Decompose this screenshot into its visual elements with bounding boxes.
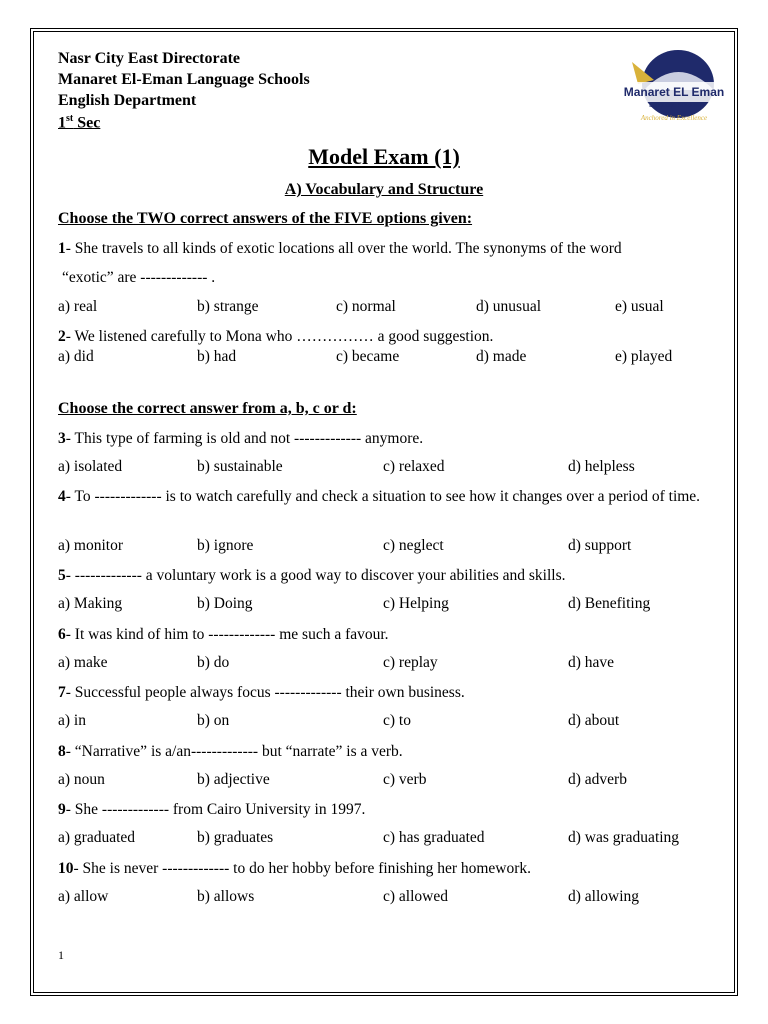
section-heading: A) Vocabulary and Structure [284,181,484,198]
option-d: d) about [568,712,620,729]
question-text: - She travels to all kinds of exotic locations all over the world. The synonyms of the word [65,240,622,257]
logo-motto: Anchored in Excellence [640,114,708,122]
option-c: c) to [383,712,411,729]
option-a: a) did [58,348,94,365]
question-number: 4 [58,488,66,505]
option-a: a) noun [58,771,105,788]
option-b: b) strange [197,298,259,315]
option-b: b) graduates [197,829,274,846]
option-a: a) Making [58,595,123,612]
option-a: a) real [58,298,98,315]
question-2 [58,327,728,347]
question-5 [58,566,728,586]
option-b: b) ignore [197,537,254,554]
question-9 [58,800,728,820]
option-b: b) allows [197,888,255,905]
option-a: a) graduated [58,829,136,846]
question-text: - ------------- a voluntary work is a good way to discover your abilities and skills. [65,567,566,584]
option-b: b) adjective [197,771,270,788]
instruction-choose-one: Choose the correct answer from a, b, c or d: [58,400,357,417]
option-c: c) became [336,348,400,365]
option-d: d) helpless [568,458,635,475]
question-text: - This type of farming is old and not ------------- anymore. [65,430,424,447]
option-d: d) made [476,348,527,365]
question-1 [58,239,728,259]
school-logo [618,44,730,126]
grade-level: Sec [73,114,101,132]
option-a: a) in [58,712,86,729]
option-b: b) do [197,654,230,671]
question-8 [58,742,728,762]
option-c: c) relaxed [383,458,445,475]
grade-line [58,113,100,132]
option-d: d) have [568,654,615,671]
question-number: 9 [58,801,66,818]
page-number: 1 [58,948,64,962]
page-border-inner [33,31,735,993]
exam-title: Model Exam (1) [308,144,460,169]
logo-sub: Language Schools [649,103,699,109]
grade-number: 1 [58,114,66,132]
question-3 [58,429,728,449]
question-7 [58,683,728,703]
option-a: a) monitor [58,537,123,554]
option-b: b) had [197,348,237,365]
question-text: - Successful people always focus ------------- their own business. [65,684,465,701]
option-b: b) sustainable [197,458,283,475]
question-6 [58,625,728,645]
question-number: 6 [58,626,66,643]
instruction-two-answers: Choose the TWO correct answers of the FIVE options given: [58,210,473,227]
directorate-line: Nasr City East Directorate [58,50,241,67]
option-c: c) has graduated [383,829,485,846]
option-a: a) make [58,654,108,671]
question-4 [58,487,728,507]
option-e: e) played [615,348,673,365]
option-c: c) verb [383,771,427,788]
question-number: 3 [58,430,66,447]
option-d: d) unusual [476,298,542,315]
question-number: 5 [58,567,66,584]
option-d: d) adverb [568,771,627,788]
logo-name: Manaret EL Eman [623,85,725,99]
option-d: d) was graduating [568,829,680,846]
department-line: English Department [58,92,197,109]
question-text: - “Narrative” is a/an------------- but “narrate” is a verb. [65,743,403,760]
option-c: c) neglect [383,537,444,554]
option-a: a) allow [58,888,109,905]
question-number: 10 [58,860,74,877]
option-e: e) usual [615,298,664,315]
question-10 [58,859,728,879]
option-d: d) Benefiting [568,595,651,612]
option-c: c) Helping [383,595,449,612]
question-number: 8 [58,743,66,760]
question-1-continued: “exotic” are ------------- . [62,269,216,286]
question-text: - To ------------- is to watch carefully and check a situation to see how it changes over a period of time. [65,488,701,505]
question-number: 2 [58,328,66,345]
option-c: c) replay [383,654,438,671]
question-text: - She ------------- from Cairo University in 1997. [65,801,366,818]
question-text: - She is never ------------- to do her hobby before finishing her homework. [73,860,532,877]
option-b: b) on [197,712,230,729]
option-d: d) support [568,537,632,554]
option-b: b) Doing [197,595,253,612]
option-c: c) allowed [383,888,448,905]
option-a: a) isolated [58,458,123,475]
question-text: - It was kind of him to ------------- me such a favour. [65,626,389,643]
question-text: - We listened carefully to Mona who …………… a good suggestion. [65,328,494,345]
option-c: c) normal [336,298,396,315]
question-number: 7 [58,684,66,701]
question-number: 1 [58,240,66,257]
school-line: Manaret El-Eman Language Schools [58,71,310,88]
option-d: d) allowing [568,888,640,905]
grade-suffix: st [66,113,74,124]
